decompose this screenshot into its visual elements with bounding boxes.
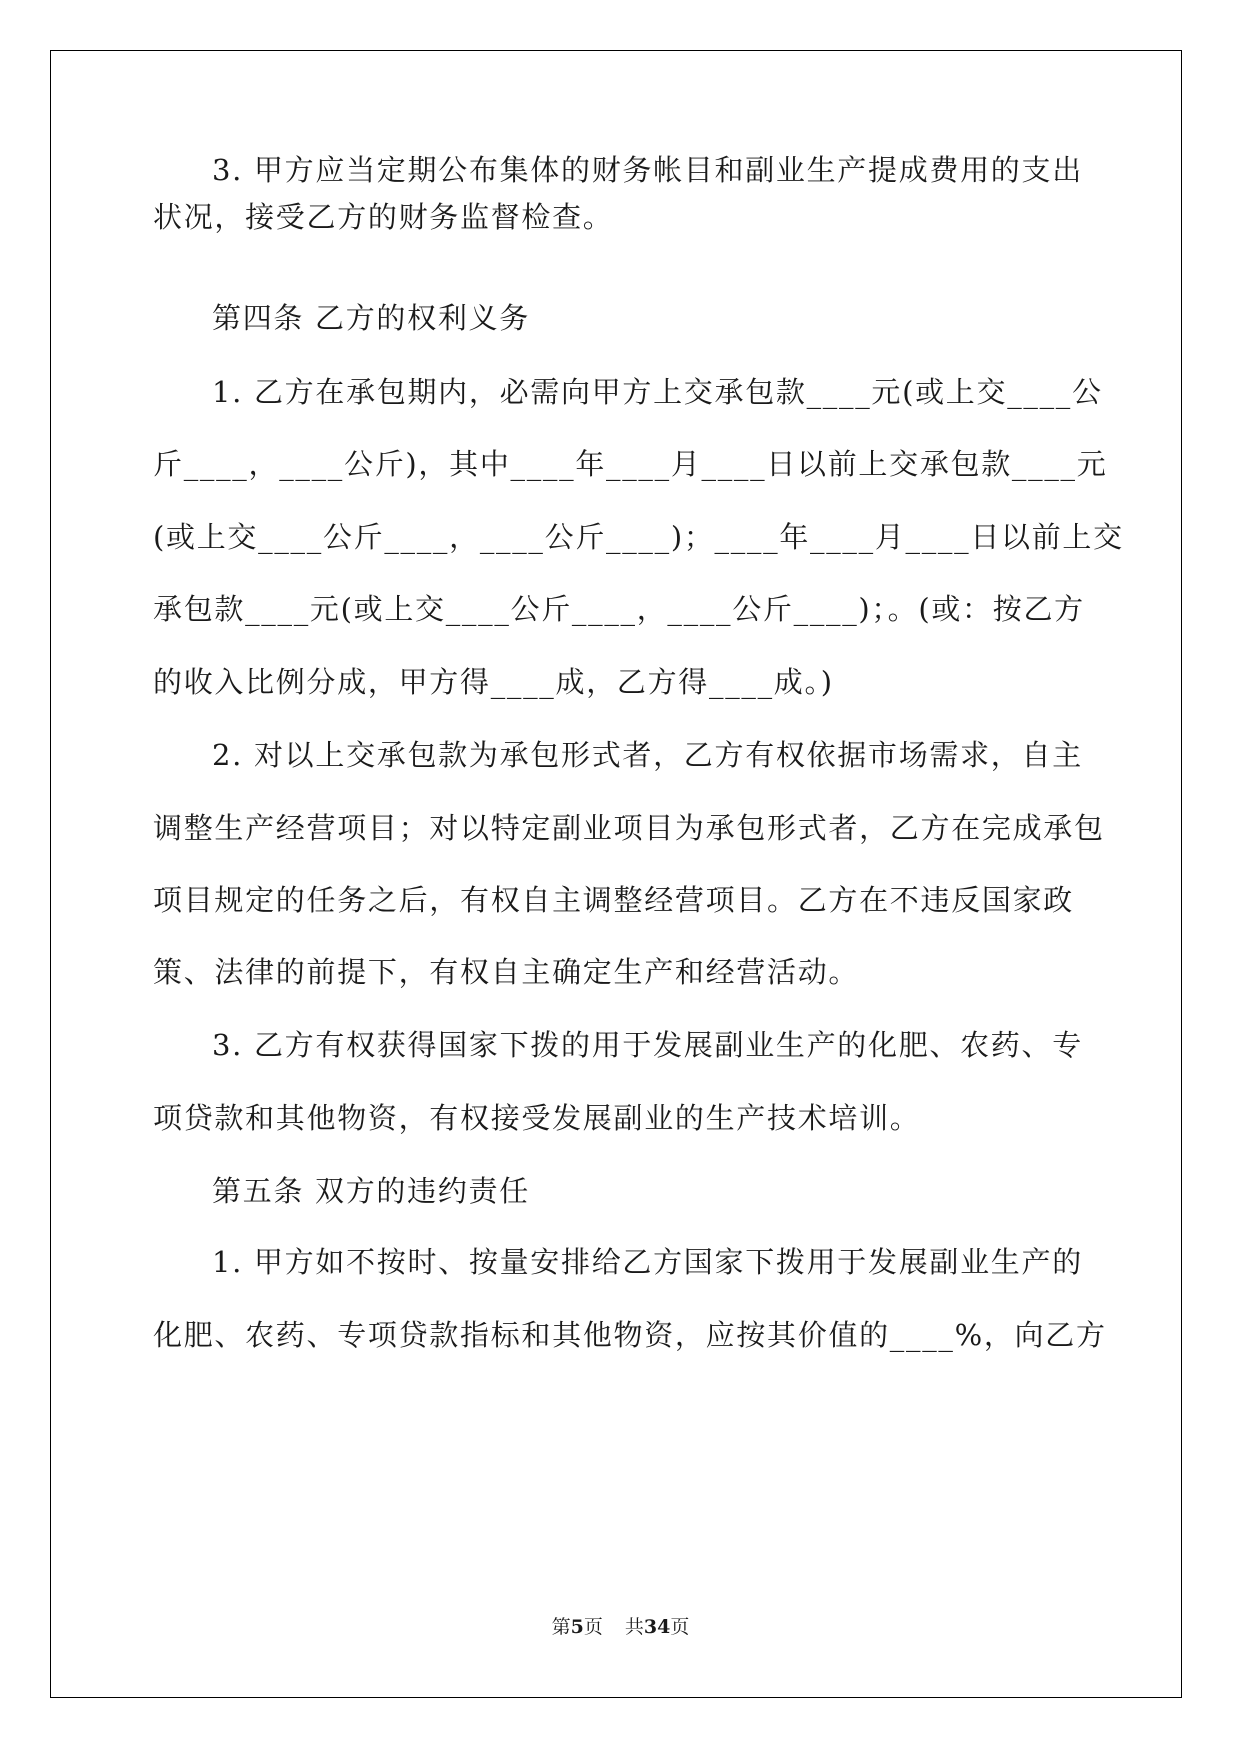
- total-suffix: 页: [670, 1616, 690, 1638]
- paragraph-line: 3. 乙方有权获得国家下拨的用于发展副业生产的化肥、农药、专: [212, 1028, 1083, 1062]
- paragraph-line: 项目规定的任务之后，有权自主调整经营项目。乙方在不违反国家政: [153, 883, 1075, 917]
- paragraph-line: 策、法律的前提下，有权自主确定生产和经营活动。: [153, 955, 860, 989]
- paragraph-line: 斤____，____公斤)，其中____年____月____日以前上交承包款____元: [153, 447, 1108, 481]
- paragraph-line: 3. 甲方应当定期公布集体的财务帐目和副业生产提成费用的支出: [212, 153, 1083, 187]
- paragraph-line: 状况，接受乙方的财务监督检查。: [153, 200, 614, 234]
- section-heading: 第四条 乙方的权利义务: [212, 301, 530, 335]
- total-prefix: 共: [624, 1616, 644, 1638]
- paragraph-line: (或上交____公斤____，____公斤____)；____年____月____日以前上交: [153, 520, 1124, 554]
- paragraph-line: 的收入比例分成，甲方得____成，乙方得____成。): [153, 665, 834, 699]
- page-prefix: 第: [551, 1616, 571, 1638]
- section-heading: 第五条 双方的违约责任: [212, 1174, 530, 1208]
- page-suffix: 页: [583, 1616, 603, 1638]
- paragraph-line: 调整生产经营项目；对以特定副业项目为承包形式者，乙方在完成承包: [153, 811, 1105, 845]
- total-pages: 34: [643, 1616, 671, 1638]
- paragraph-line: 1. 甲方如不按时、按量安排给乙方国家下拨用于发展副业生产的: [212, 1245, 1083, 1279]
- paragraph-line: 2. 对以上交承包款为承包形式者，乙方有权依据市场需求，自主: [212, 738, 1083, 772]
- paragraph-line: 1. 乙方在承包期内，必需向甲方上交承包款____元(或上交____公: [212, 375, 1103, 409]
- page-number: 5: [570, 1616, 584, 1638]
- paragraph-line: 项贷款和其他物资，有权接受发展副业的生产技术培训。: [153, 1101, 921, 1135]
- paragraph-line: 承包款____元(或上交____公斤____，____公斤____)；。(或：按乙方: [153, 592, 1085, 626]
- page-footer: [0, 1614, 1241, 1640]
- paragraph-line: 化肥、农药、专项贷款指标和其他物资，应按其价值的____%，向乙方: [153, 1318, 1107, 1352]
